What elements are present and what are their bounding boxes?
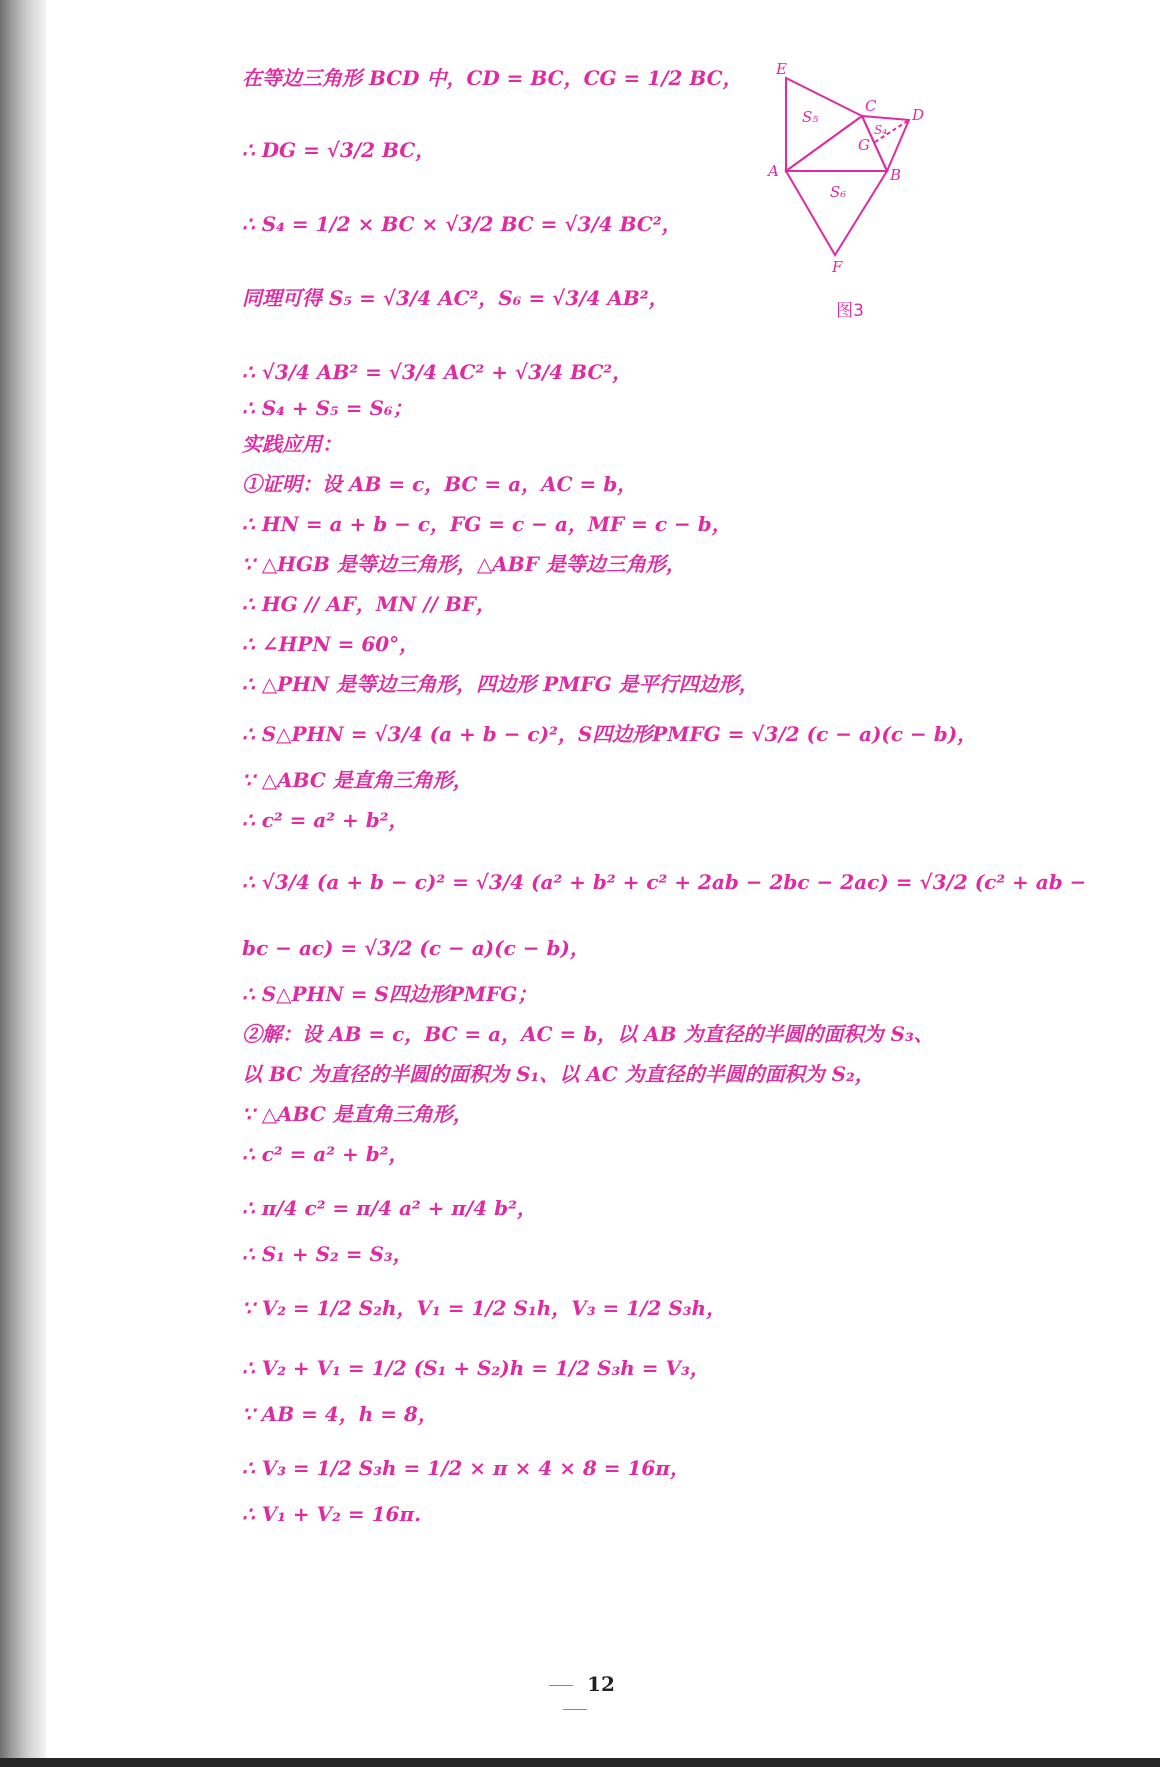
text-line: ∴ S₁ + S₂ = S₃， — [242, 1242, 413, 1266]
page-number-dash-right — [563, 1709, 587, 1710]
text-line: ∴ △PHN 是等边三角形，四边形 PMFG 是平行四边形， — [242, 672, 759, 696]
text-line: ∴ π/4 c² = π/4 a² + π/4 b²， — [242, 1196, 537, 1220]
page-number-value: 12 — [587, 1672, 615, 1696]
fig-label-c: C — [865, 97, 877, 115]
text-line: ∴ √3/4 (a + b − c)² = √3/4 (a² + b² + c² + 2ab − 2bc − 2ac) = √3/2 (c² + ab − — [242, 870, 1087, 894]
text-line: ②解：设 AB = c，BC = a，AC = b，以 AB 为直径的半圆的面积为 S₃、 — [242, 1022, 934, 1046]
text-line: ∴ V₂ + V₁ = 1/2 (S₁ + S₂)h = 1/2 S₃h = V₃， — [242, 1356, 710, 1380]
text-line: ∴ DG = √3/2 BC， — [242, 138, 436, 162]
fig-label-s5: S₅ — [802, 108, 819, 126]
text-line: ∴ ∠HPN = 60°， — [242, 632, 420, 656]
text-line: ∴ c² = a² + b²， — [242, 808, 409, 832]
fig-label-s6: S₆ — [830, 183, 847, 201]
text-line: ①证明：设 AB = c，BC = a，AC = b， — [242, 472, 638, 496]
fig-label-e: E — [776, 62, 787, 78]
text-line: ∵ △ABC 是直角三角形， — [242, 768, 473, 792]
fig-label-f: F — [832, 258, 843, 276]
text-line: ∴ S₄ = 1/2 × BC × √3/2 BC = √3/4 BC²， — [242, 212, 682, 236]
text-line: 同理可得 S₅ = √3/4 AC²，S₆ = √3/4 AB²， — [242, 286, 669, 310]
figure-caption: 图3 — [836, 301, 864, 321]
geometry-figure — [762, 62, 932, 322]
text-line: ∵ △ABC 是直角三角形， — [242, 1102, 473, 1126]
text-line: 以 BC 为直径的半圆的面积为 S₁、以 AC 为直径的半圆的面积为 S₂， — [242, 1062, 875, 1086]
text-line: bc − ac) = √3/2 (c − a)(c − b)， — [242, 936, 590, 960]
fig-label-b: B — [890, 166, 902, 184]
bottom-edge-bar — [0, 1758, 1160, 1767]
text-line: ∵ △HGB 是等边三角形，△ABF 是等边三角形， — [242, 552, 686, 576]
text-line: 在等边三角形 BCD 中，CD = BC，CG = 1/2 BC， — [242, 66, 743, 90]
text-line: 实践应用： — [242, 432, 342, 456]
fig-label-g: G — [858, 136, 870, 154]
text-line: ∴ S△PHN = √3/4 (a + b − c)²，S四边形PMFG = √3/2 (c − a)(c − b)， — [242, 722, 978, 746]
text-line: ∵ V₂ = 1/2 S₂h，V₁ = 1/2 S₁h，V₃ = 1/2 S₃h， — [242, 1296, 727, 1320]
page-number-dash-left — [549, 1685, 573, 1686]
book-spine-shadow — [0, 0, 46, 1767]
fig-label-s4: S₄ — [874, 123, 888, 137]
text-line: ∴ HG // AF，MN // BF， — [242, 592, 496, 616]
page-number — [520, 1672, 630, 1720]
text-line: ∵ AB = 4，h = 8， — [242, 1402, 438, 1426]
fig-label-d: D — [912, 106, 925, 124]
text-line: ∴ √3/4 AB² = √3/4 AC² + √3/4 BC²， — [242, 360, 633, 384]
text-line: ∴ V₃ = 1/2 S₃h = 1/2 × π × 4 × 8 = 16π， — [242, 1456, 690, 1480]
text-line: ∴ HN = a + b − c，FG = c − a，MF = c − b， — [242, 512, 732, 536]
text-line: ∴ S₄ + S₅ = S₆； — [242, 396, 413, 420]
text-line: ∴ S△PHN = S四边形PMFG； — [242, 982, 538, 1006]
text-line: ∴ V₁ + V₂ = 16π. — [242, 1502, 422, 1526]
fig-label-a: A — [768, 162, 779, 180]
text-line: ∴ c² = a² + b²， — [242, 1142, 409, 1166]
